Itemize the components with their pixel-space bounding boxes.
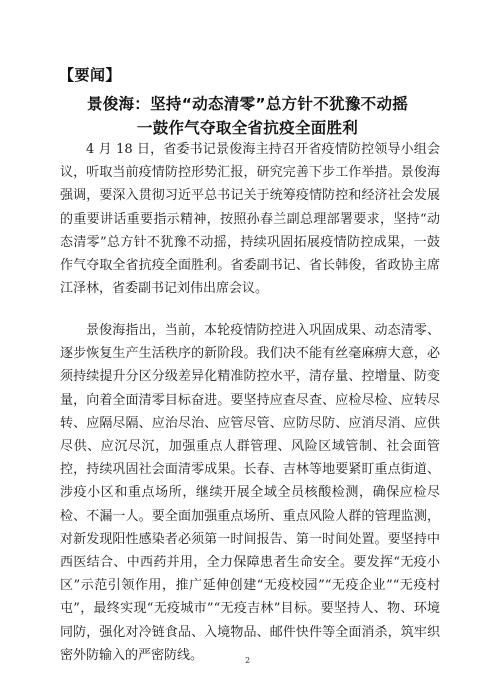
headline-line-1: 景俊海：坚持“动态清零”总方针不犹豫不动摇 [86,95,409,113]
headline-line-2: 一鼓作气夺取全省抗疫全面胜利 [136,119,359,137]
section-tag: 【要闻】 [59,66,122,84]
body-paragraph-2: 景俊海指出，当前，本轮疫情防控进入巩固成果、动态清零、逐步恢复生产生活秩序的新阶段。我们决不能有丝毫麻痹大意，必须持续提升分区分级差异化精准防控水平，清存量、控增量、防变量，向着全面清零目标奋进。要坚持应查尽查、应检尽检、应转尽转、应隔尽隔、应治尽治、应管尽管、应防尽防、应消尽消、应供尽供、应沉尽沉，加强重点人群管理、风险区域管制、社会面管控，持续巩固社会面清零成果。长春、吉林等地要紧盯重点街道、涉疫小区和重点场所，继续开展全域全员核酸检测，确保应检尽检、不漏一人。要全面加强重点场所、重点风险人群的管理监测，对新发现阳性感染者必须第一时间报告、第一时间处置。要坚持中西医结合、中西药并用，全力保障患者生命安全。要发挥“无疫小区”示范引领作用，推广延伸创建“无疫校园”“无疫企业”“无疫村屯”，最终实现“无疫城市”“无疫吉林”目标。要坚持人、物、环境同防，强化对冷链食品、入境物品、邮件快件等全面消杀，筑牢织密外防输入的严密防线。 [60,323,440,663]
page-number: 2 [244,656,251,665]
body-paragraph-1: 4 月 18 日，省委书记景俊海主持召开省疫情防控领导小组会议，听取当前疫情防控形势汇报，研究完善下步工作举措。景俊海强调，要深入贯彻习近平总书记关于统筹疫情防控和经济社会发展的重要讲话重要指示精神，按照孙春兰副总理部署要求，坚持“动态清零”总方针不犹豫不动摇，持续巩固拓展疫情防控成果，一鼓作气夺取全省抗疫全面胜利。省委副书记、省长韩俊，省政协主席江泽林，省委副书记刘伟出席会议。 [60,142,440,297]
